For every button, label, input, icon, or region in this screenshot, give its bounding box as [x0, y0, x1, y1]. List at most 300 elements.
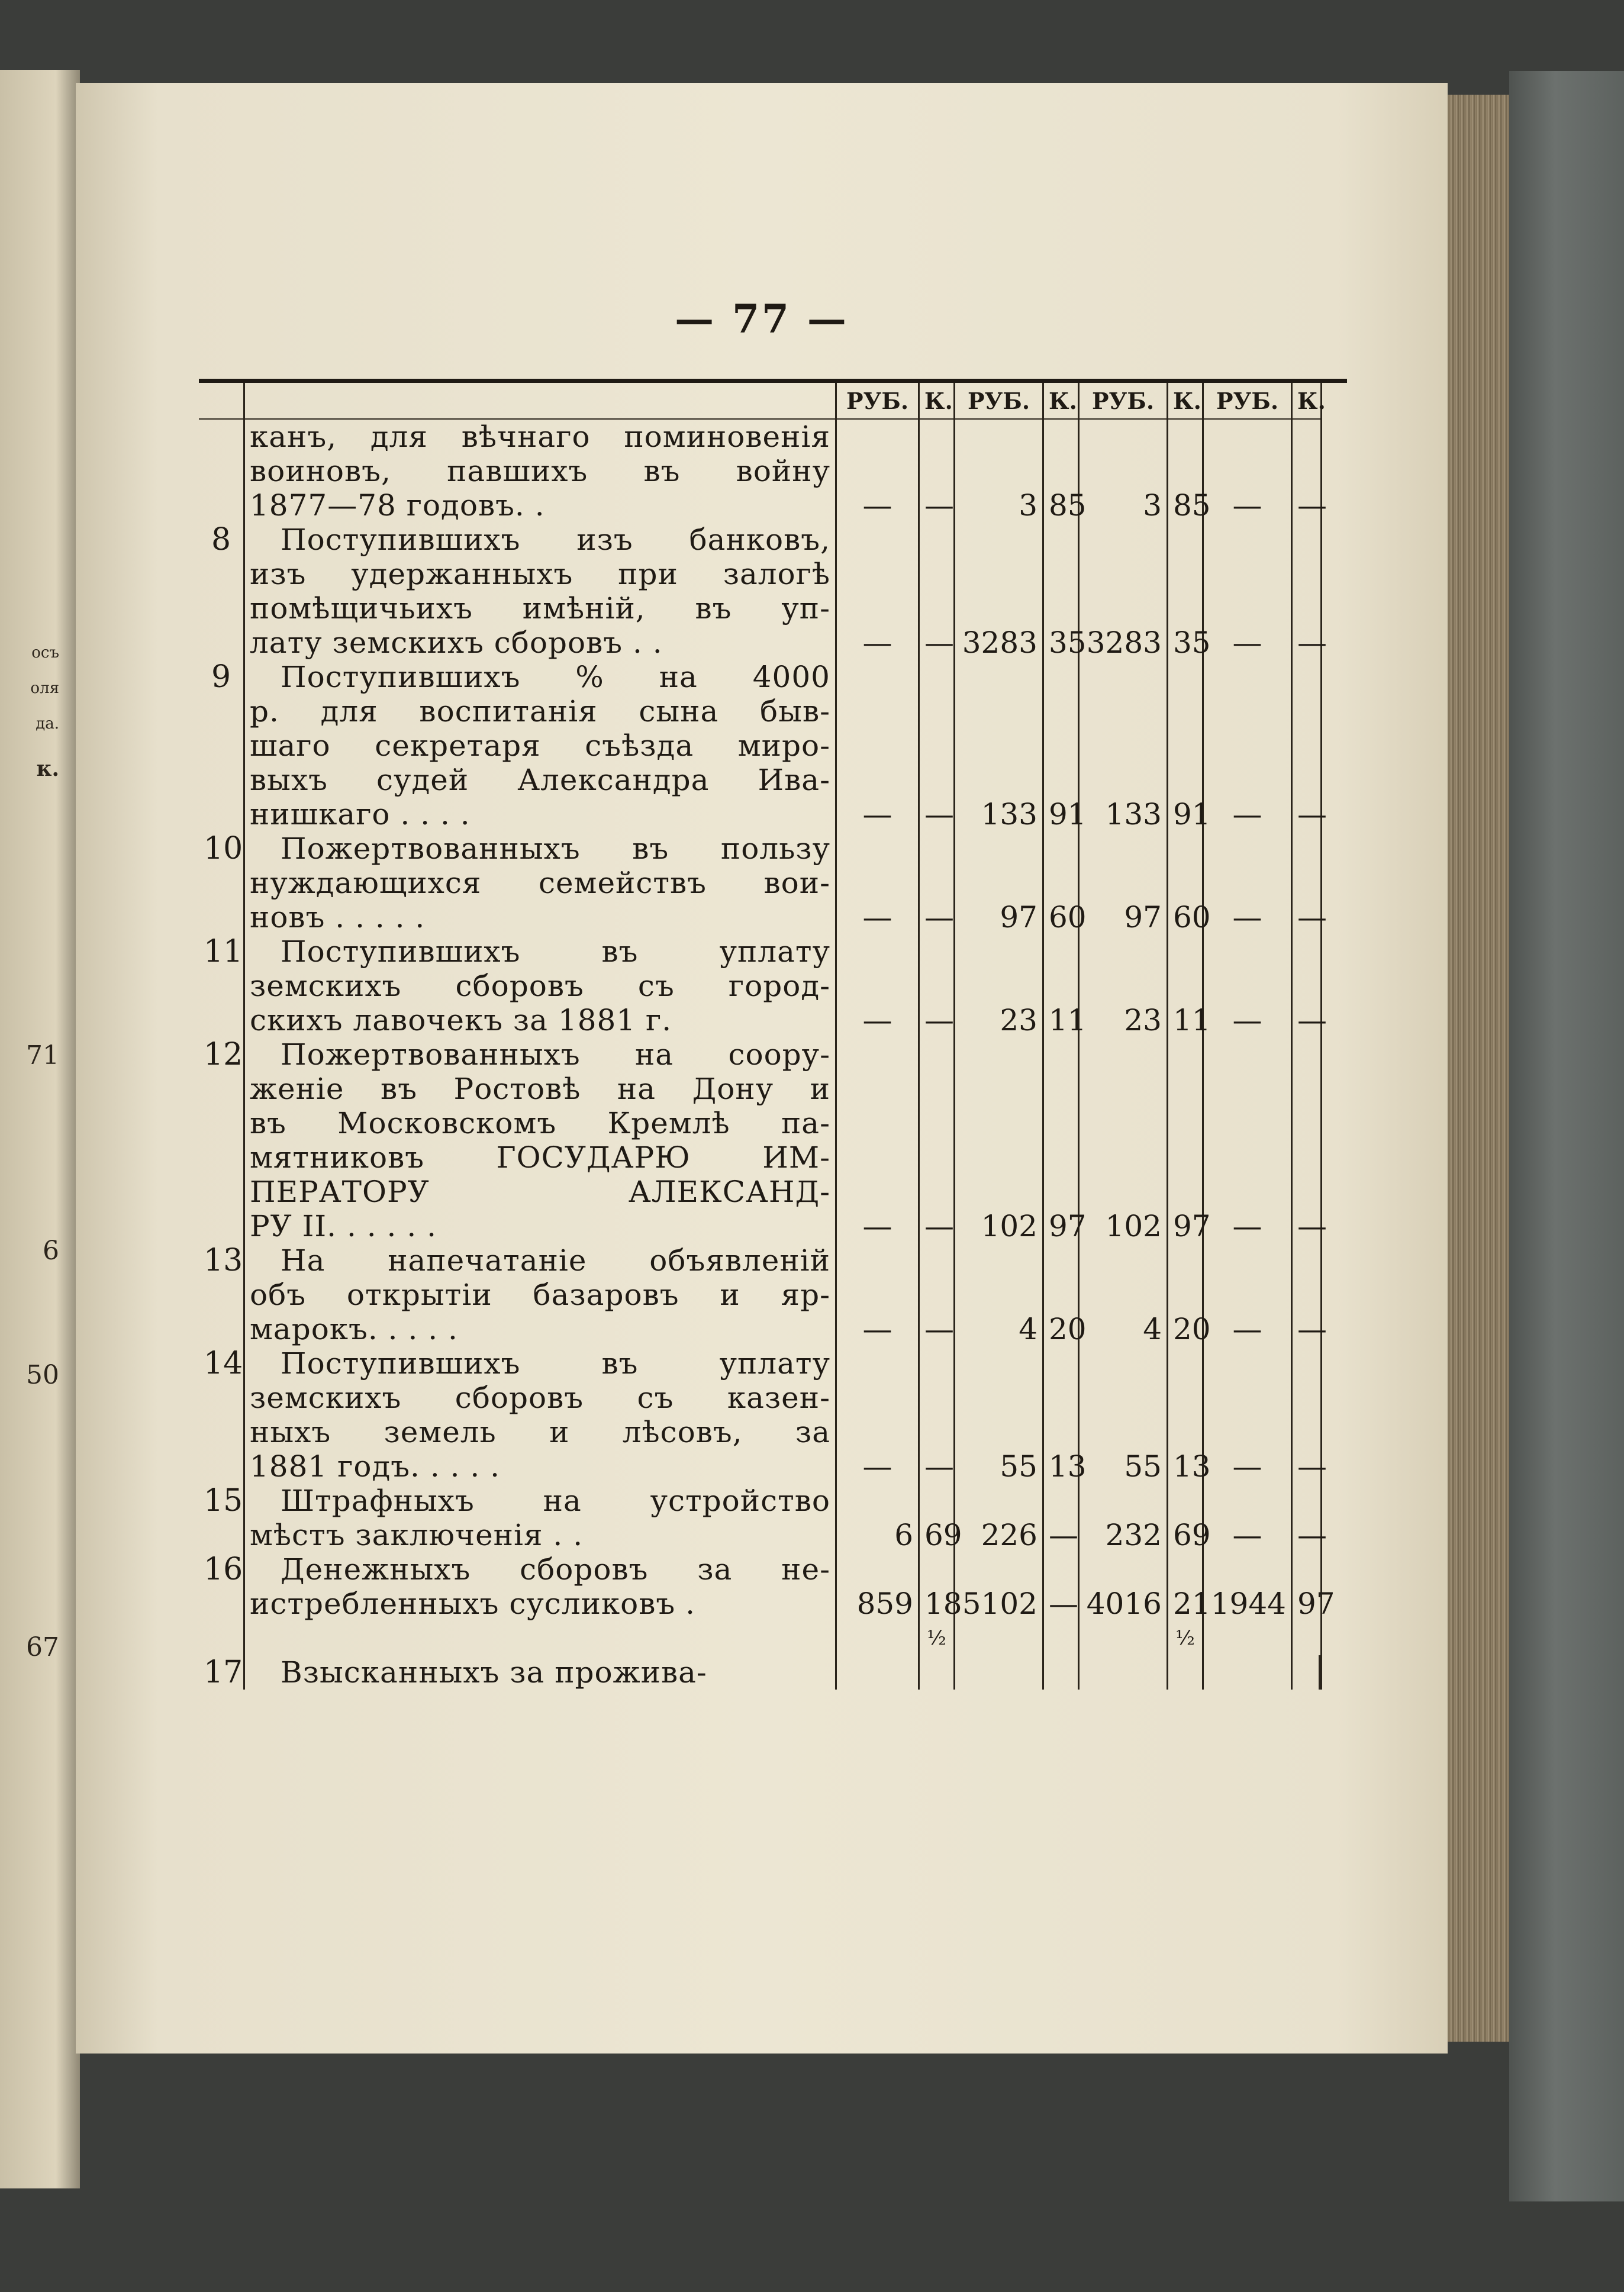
empty-cell: [1044, 1037, 1080, 1072]
empty-cell: [1080, 523, 1168, 557]
entry-fraction: ½: [920, 1621, 955, 1655]
entry-value: —: [1293, 488, 1322, 523]
empty-cell: [955, 660, 1044, 694]
entry-value: 3283: [1080, 626, 1168, 660]
empty-cell: [837, 1655, 920, 1690]
row-number: [199, 1621, 245, 1655]
entry-description-line: выхъ судей Александра Ива-: [245, 763, 837, 797]
empty-cell: [1044, 1278, 1080, 1312]
empty-cell: [920, 557, 955, 591]
empty-cell: [837, 523, 920, 557]
empty-cell: [837, 1037, 920, 1072]
empty-cell: [1293, 866, 1322, 900]
entry-value: —: [920, 1312, 955, 1346]
entry-value: 4016: [1080, 1587, 1168, 1621]
empty-cell: [955, 934, 1044, 969]
empty-cell: [837, 660, 920, 694]
empty-cell: [1080, 1621, 1168, 1655]
empty-cell: [920, 728, 955, 763]
book-page: [76, 83, 1448, 2054]
entry-description-line: помѣщичьихъ имѣній, въ уп-: [245, 591, 837, 626]
row-number: [199, 1518, 245, 1552]
column-header: РУБ.: [955, 383, 1044, 420]
empty-cell: [1204, 763, 1293, 797]
empty-cell: [920, 454, 955, 488]
entry-description-line: женіе въ Ростовѣ на Дону и: [245, 1072, 837, 1106]
empty-cell: [1080, 420, 1168, 454]
empty-cell: [955, 523, 1044, 557]
empty-cell: [1293, 591, 1322, 626]
empty-cell: [955, 728, 1044, 763]
page-stack-edge: [1444, 95, 1509, 2042]
entry-description-line: мятниковъ ГОСУДАРЮ ИМ-: [245, 1140, 837, 1175]
empty-cell: [1293, 660, 1322, 694]
empty-cell: [1168, 934, 1204, 969]
row-number: [199, 1415, 245, 1449]
empty-cell: [920, 660, 955, 694]
empty-cell: [1044, 934, 1080, 969]
empty-cell: [1168, 831, 1204, 866]
entry-value: 20: [1168, 1312, 1204, 1346]
empty-cell: [1293, 1175, 1322, 1209]
entry-value: —: [1204, 626, 1293, 660]
empty-cell: [1293, 1243, 1322, 1278]
entry-value: —: [920, 1209, 955, 1243]
empty-cell: [1044, 831, 1080, 866]
empty-cell: [1080, 934, 1168, 969]
empty-cell: [1044, 1552, 1080, 1587]
row-number: [199, 557, 245, 591]
row-number: [199, 1209, 245, 1243]
empty-cell: [1204, 1346, 1293, 1381]
empty-cell: [1293, 1140, 1322, 1175]
entry-value: —: [1293, 626, 1322, 660]
empty-cell: [1204, 660, 1293, 694]
row-number: 12: [199, 1037, 245, 1072]
empty-cell: [1080, 1175, 1168, 1209]
entry-value: 3: [955, 488, 1044, 523]
empty-cell: [1044, 1106, 1080, 1140]
row-number: [199, 866, 245, 900]
entry-value: —: [1204, 797, 1293, 831]
left-fragment: 67: [26, 1632, 59, 1662]
empty-cell: [1293, 1621, 1322, 1655]
empty-cell: [1293, 1072, 1322, 1106]
entry-value: —: [1204, 1518, 1293, 1552]
empty-cell: [1044, 1175, 1080, 1209]
row-number: [199, 1106, 245, 1140]
empty-cell: [955, 1346, 1044, 1381]
empty-cell: [1044, 728, 1080, 763]
row-number: [199, 763, 245, 797]
empty-cell: [1204, 1037, 1293, 1072]
empty-cell: [1293, 420, 1322, 454]
row-number: [199, 454, 245, 488]
empty-cell: [920, 1140, 955, 1175]
empty-cell: [1080, 454, 1168, 488]
empty-cell: [955, 694, 1044, 728]
row-number: [199, 728, 245, 763]
entry-description-line: нишкаго . . . .: [245, 797, 837, 831]
empty-cell: [1044, 591, 1080, 626]
empty-cell: [1204, 1072, 1293, 1106]
empty-cell: [1293, 1278, 1322, 1312]
empty-cell: [1044, 866, 1080, 900]
empty-cell: [837, 557, 920, 591]
empty-cell: [1044, 763, 1080, 797]
empty-cell: [1293, 728, 1322, 763]
entry-description-line: объ открытіи базаровъ и яр-: [245, 1278, 837, 1312]
entry-value: —: [1204, 488, 1293, 523]
empty-cell: [1293, 523, 1322, 557]
empty-cell: [837, 1484, 920, 1518]
column-header: К.: [1293, 383, 1322, 420]
entry-value: 20: [1044, 1312, 1080, 1346]
empty-cell: [1204, 523, 1293, 557]
empty-cell: [920, 1072, 955, 1106]
empty-cell: [920, 1278, 955, 1312]
empty-cell: [1044, 1621, 1080, 1655]
empty-cell: [920, 866, 955, 900]
empty-cell: [837, 694, 920, 728]
empty-cell: [1080, 591, 1168, 626]
empty-cell: [920, 763, 955, 797]
empty-cell: [1293, 1106, 1322, 1140]
entry-value: —: [920, 488, 955, 523]
left-fragment: да.: [36, 715, 59, 733]
empty-cell: [955, 1175, 1044, 1209]
entry-description-line: скихъ лавочекъ за 1881 г.: [245, 1003, 837, 1037]
entry-value: 11: [1044, 1003, 1080, 1037]
entry-value: 13: [1168, 1449, 1204, 1484]
entry-value: —: [1293, 1518, 1322, 1552]
empty-cell: [955, 1621, 1044, 1655]
entry-value: 97: [955, 900, 1044, 934]
entry-value: —: [1293, 1003, 1322, 1037]
entry-value: 97: [1080, 900, 1168, 934]
entry-value: —: [1293, 797, 1322, 831]
row-number: [199, 694, 245, 728]
row-number: 8: [199, 523, 245, 557]
entry-value: 6: [837, 1518, 920, 1552]
empty-cell: [837, 1278, 920, 1312]
empty-cell: [1168, 969, 1204, 1003]
empty-cell: [837, 1106, 920, 1140]
entry-description-line: земскихъ сборовъ съ казен-: [245, 1381, 837, 1415]
empty-cell: [955, 866, 1044, 900]
entry-description-line: ныхъ земель и лѣсовъ, за: [245, 1415, 837, 1449]
row-number: 15: [199, 1484, 245, 1518]
entry-value: 4: [1080, 1312, 1168, 1346]
entry-value: 23: [955, 1003, 1044, 1037]
empty-cell: [920, 1243, 955, 1278]
entry-value: 102: [955, 1209, 1044, 1243]
empty-cell: [1293, 831, 1322, 866]
entry-description-line: ПЕРАТОРУ АЛЕКСАНД-: [245, 1175, 837, 1209]
entry-value: —: [1204, 1449, 1293, 1484]
row-number: 9: [199, 660, 245, 694]
entry-value: —: [837, 1312, 920, 1346]
empty-cell: [1080, 1072, 1168, 1106]
empty-cell: [1168, 1140, 1204, 1175]
entry-description-line: марокъ. . . . .: [245, 1312, 837, 1346]
left-page-edge: [0, 70, 80, 2188]
left-fragment: 6: [43, 1236, 59, 1266]
entry-value: 69: [1168, 1518, 1204, 1552]
entry-description-line: Взысканныхъ за прожива-: [245, 1655, 837, 1690]
empty-cell: [1080, 728, 1168, 763]
empty-cell: [1293, 1381, 1322, 1415]
empty-cell: [1204, 728, 1293, 763]
entry-value: —: [837, 626, 920, 660]
empty-cell: [1168, 660, 1204, 694]
empty-cell: [1204, 1106, 1293, 1140]
empty-cell: [920, 969, 955, 1003]
column-header: К.: [920, 383, 955, 420]
empty-cell: [1168, 523, 1204, 557]
empty-cell: [1168, 866, 1204, 900]
empty-cell: [1293, 1484, 1322, 1518]
empty-cell: [1204, 1140, 1293, 1175]
empty-cell: [1168, 728, 1204, 763]
empty-cell: [1204, 969, 1293, 1003]
empty-cell: [837, 1415, 920, 1449]
entry-value: —: [837, 488, 920, 523]
row-number: [199, 1140, 245, 1175]
column-header: К.: [1044, 383, 1080, 420]
empty-cell: [955, 1484, 1044, 1518]
entry-description-line: воиновъ, павшихъ въ войну: [245, 454, 837, 488]
empty-cell: [1293, 1655, 1322, 1690]
empty-cell: [1168, 557, 1204, 591]
description-header: [245, 383, 837, 420]
entry-description-line: нуждающихся семействъ вои-: [245, 866, 837, 900]
empty-cell: [955, 420, 1044, 454]
entry-value: —: [837, 1449, 920, 1484]
row-number: 17: [199, 1655, 245, 1690]
entry-value: 5102: [955, 1587, 1044, 1621]
empty-cell: [920, 1346, 955, 1381]
empty-cell: [1080, 1381, 1168, 1415]
entry-description-line: Поступившихъ % на 4000: [245, 660, 837, 694]
empty-cell: [1044, 660, 1080, 694]
empty-cell: [1293, 763, 1322, 797]
empty-cell: [837, 1243, 920, 1278]
entry-description-line: въ Московскомъ Кремлѣ па-: [245, 1106, 837, 1140]
entry-value: 23: [1080, 1003, 1168, 1037]
entry-value: 97: [1044, 1209, 1080, 1243]
empty-cell: [837, 763, 920, 797]
entry-description-line: мѣстъ заключенія . .: [245, 1518, 837, 1552]
empty-cell: [920, 934, 955, 969]
empty-cell: [837, 1175, 920, 1209]
empty-cell: [837, 1381, 920, 1415]
entry-description-line: канъ, для вѣчнаго поминовенія: [245, 420, 837, 454]
empty-cell: [1044, 454, 1080, 488]
entry-value: 102: [1080, 1209, 1168, 1243]
empty-cell: [1204, 1484, 1293, 1518]
empty-cell: [1080, 1484, 1168, 1518]
entry-value: 859: [837, 1587, 920, 1621]
row-number: [199, 488, 245, 523]
empty-cell: [1204, 934, 1293, 969]
empty-cell: [1080, 1037, 1168, 1072]
empty-cell: [1204, 1278, 1293, 1312]
empty-cell: [1168, 1243, 1204, 1278]
left-fragment: 71: [26, 1040, 59, 1071]
row-number: [199, 1003, 245, 1037]
entry-description-line: истребленныхъ сусликовъ .: [245, 1587, 837, 1621]
entry-value: —: [1044, 1587, 1080, 1621]
empty-cell: [955, 1072, 1044, 1106]
entry-value: —: [1204, 900, 1293, 934]
empty-cell: [955, 454, 1044, 488]
empty-cell: [1080, 1552, 1168, 1587]
empty-cell: [837, 454, 920, 488]
empty-cell: [1168, 1484, 1204, 1518]
empty-cell: [837, 866, 920, 900]
empty-cell: [1293, 454, 1322, 488]
empty-cell: [955, 1106, 1044, 1140]
empty-cell: [1044, 523, 1080, 557]
empty-cell: [955, 591, 1044, 626]
empty-cell: [1080, 1106, 1168, 1140]
empty-cell: [1044, 1072, 1080, 1106]
empty-cell: [955, 1552, 1044, 1587]
entry-description-line: Пожертвованныхъ на соору-: [245, 1037, 837, 1072]
empty-cell: [1044, 1655, 1080, 1690]
entry-value: —: [837, 797, 920, 831]
empty-cell: [1168, 1655, 1204, 1690]
entry-value: 4: [955, 1312, 1044, 1346]
entry-value: 226: [955, 1518, 1044, 1552]
empty-cell: [1168, 420, 1204, 454]
row-number: [199, 969, 245, 1003]
entry-value: 11: [1168, 1003, 1204, 1037]
empty-cell: [1080, 1415, 1168, 1449]
empty-cell: [837, 831, 920, 866]
column-header: РУБ.: [1080, 383, 1168, 420]
row-number: [199, 1312, 245, 1346]
entry-value: —: [837, 1209, 920, 1243]
ledger-grid: [199, 383, 1347, 1690]
empty-cell: [920, 1106, 955, 1140]
row-number: 11: [199, 934, 245, 969]
entry-value: 18: [920, 1587, 955, 1621]
entry-value: —: [1293, 1449, 1322, 1484]
empty-cell: [1204, 1415, 1293, 1449]
column-header: РУБ.: [1204, 383, 1293, 420]
entry-description-line: Поступившихъ въ уплату: [245, 1346, 837, 1381]
empty-cell: [920, 523, 955, 557]
empty-cell: [1168, 591, 1204, 626]
empty-cell: [1044, 1243, 1080, 1278]
empty-cell: [837, 1140, 920, 1175]
empty-cell: [1293, 1346, 1322, 1381]
entry-description-line: Штрафныхъ на устройство: [245, 1484, 837, 1518]
ledger-table: [199, 379, 1347, 1690]
left-fragment: к.: [36, 756, 59, 781]
left-fragment: осъ: [31, 644, 59, 662]
empty-cell: [1168, 1106, 1204, 1140]
entry-description-line: На напечатаніе объявленій: [245, 1243, 837, 1278]
empty-cell: [955, 1381, 1044, 1415]
empty-cell: [1080, 763, 1168, 797]
entry-value: —: [920, 1449, 955, 1484]
left-fragment: оля: [30, 679, 59, 697]
row-number: [199, 1449, 245, 1484]
empty-cell: [920, 1415, 955, 1449]
empty-cell: [837, 1552, 920, 1587]
entry-value: 97: [1293, 1587, 1322, 1621]
empty-cell: [955, 1243, 1044, 1278]
row-number: 10: [199, 831, 245, 866]
entry-value: —: [1293, 900, 1322, 934]
empty-cell: [1168, 1278, 1204, 1312]
empty-cell: [1080, 1243, 1168, 1278]
empty-cell: [1204, 866, 1293, 900]
entry-description-line: [245, 1621, 837, 1655]
entry-value: 35: [1044, 626, 1080, 660]
entry-value: —: [920, 1003, 955, 1037]
entry-value: 35: [1168, 626, 1204, 660]
empty-cell: [1204, 1381, 1293, 1415]
entry-description-line: лату земскихъ сборовъ . .: [245, 626, 837, 660]
empty-cell: [955, 1037, 1044, 1072]
entry-value: 13: [1044, 1449, 1080, 1484]
entry-value: 91: [1044, 797, 1080, 831]
entry-value: 60: [1168, 900, 1204, 934]
empty-cell: [1168, 763, 1204, 797]
row-number-header: [199, 383, 245, 420]
empty-cell: [1204, 557, 1293, 591]
row-number: 14: [199, 1346, 245, 1381]
empty-cell: [920, 1175, 955, 1209]
empty-cell: [1044, 1484, 1080, 1518]
empty-cell: [1080, 1278, 1168, 1312]
empty-cell: [920, 420, 955, 454]
entry-value: —: [1293, 1312, 1322, 1346]
entry-value: 1944: [1204, 1587, 1293, 1621]
entry-value: 133: [955, 797, 1044, 831]
empty-cell: [1204, 420, 1293, 454]
entry-value: —: [1293, 1209, 1322, 1243]
empty-cell: [955, 1278, 1044, 1312]
empty-cell: [1204, 591, 1293, 626]
empty-cell: [1204, 1243, 1293, 1278]
entry-value: —: [1204, 1312, 1293, 1346]
empty-cell: [837, 1072, 920, 1106]
empty-cell: [1044, 1381, 1080, 1415]
row-number: [199, 1278, 245, 1312]
empty-cell: [920, 1037, 955, 1072]
entry-fraction: ½: [1168, 1621, 1204, 1655]
empty-cell: [955, 831, 1044, 866]
empty-cell: [837, 591, 920, 626]
entry-description-line: РУ II. . . . . .: [245, 1209, 837, 1243]
empty-cell: [837, 969, 920, 1003]
empty-cell: [920, 694, 955, 728]
empty-cell: [955, 969, 1044, 1003]
empty-cell: [1204, 1621, 1293, 1655]
entry-description-line: изъ удержанныхъ при залогѣ: [245, 557, 837, 591]
empty-cell: [1044, 969, 1080, 1003]
row-number: [199, 797, 245, 831]
empty-cell: [1044, 1140, 1080, 1175]
empty-cell: [837, 1621, 920, 1655]
entry-value: —: [837, 1003, 920, 1037]
empty-cell: [1080, 660, 1168, 694]
